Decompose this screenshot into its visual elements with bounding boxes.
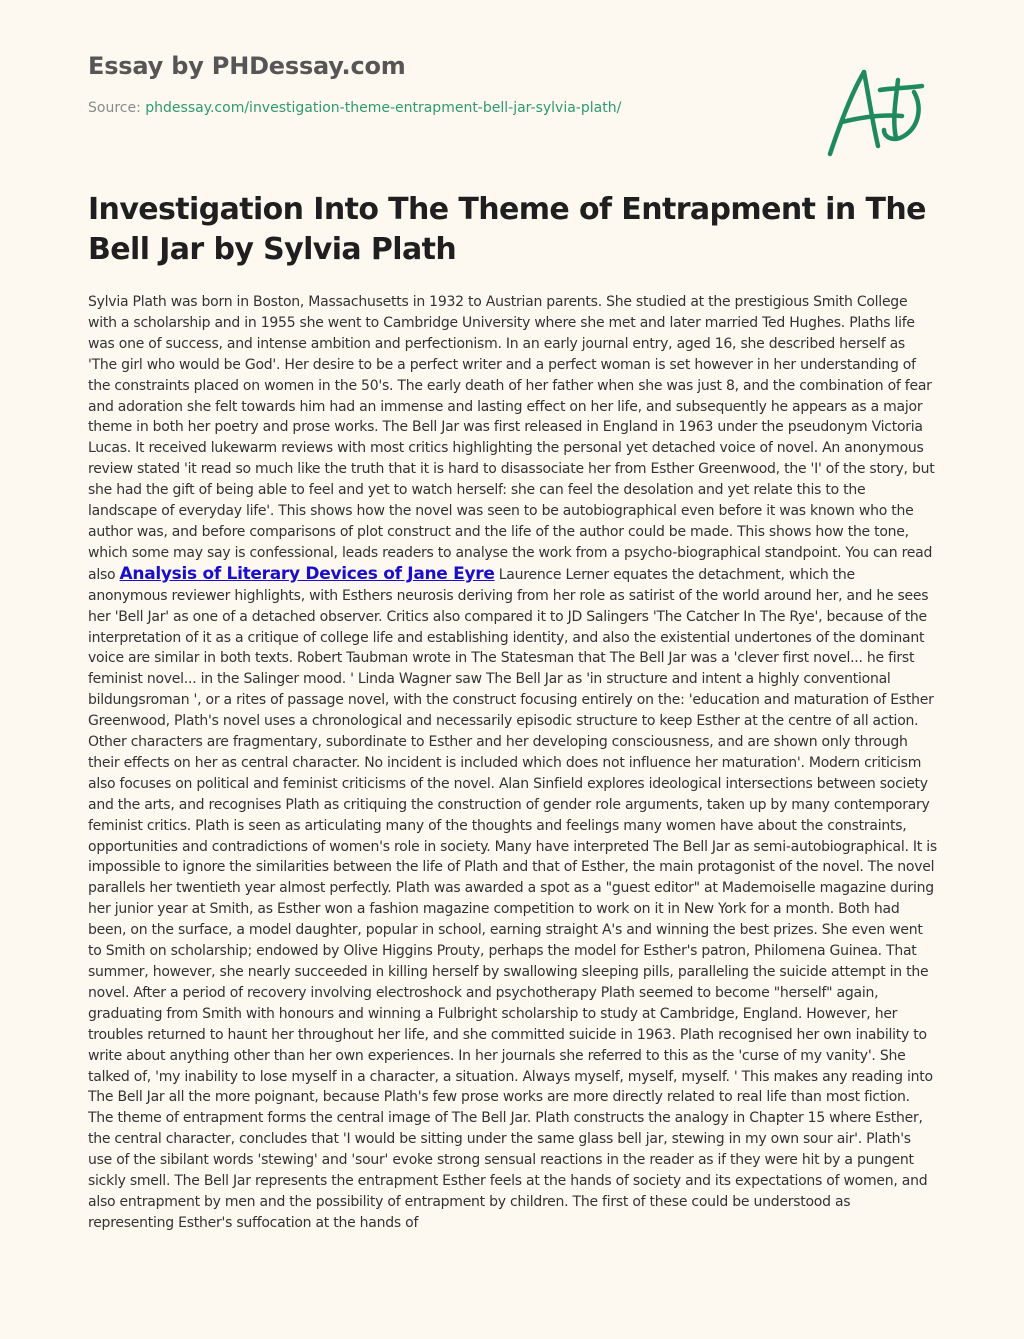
logo-svg (818, 62, 930, 162)
source-label: Source: (88, 100, 141, 116)
essay-paragraph (88, 292, 938, 1234)
essay-text-after-link: Laurence Lerner equates the detachment, which the anonymous reviewer highlights, with Esthers neurosis deriving from her role as satirist of the world around her, and he sees her 'Bell Jar' as one of a detached observer. Critics also compared it to JD Salingers 'The Catcher In The Rye', because of the interpretation of it as a critique of college life and establishing identity, and also the existential undertones of the dominant voice are similar in both texts. Robert Taubman wrote in The Statesman that The Bell Jar was a 'clever first novel... he first feminist novel... in the Salinger mood. ' Linda Wagner saw The Bell Jar as 'in structure and intent a highly conventional bildungsroman ', or a rites of passage novel, with the construct focusing entirely on the: 'education and maturation of Esther Greenwood, Plath's novel uses a chronological and necessarily episodic structure to keep Esther at the centre of all action. Other characters are fragmentary, subordinate to Esther and her developing consciousness, and are shown only through their effects on her as central character. No incident is included which does not influence her maturation'. Modern criticism also focuses on political and feminist criticisms of the novel. Alan Sinfield explores ideological intersections between society and the arts, and recognises Plath as critiquing the construction of gender role arguments, taken up by many contemporary feminist critics. Plath is seen as articulating many of the thoughts and feelings many women have about the constraints, opportunities and contradictions of women's role in society. Many have interpreted The Bell Jar as semi-autobiographical. It is impossible to ignore the similarities between the life of Plath and that of Esther, the main protagonist of the novel. The novel parallels her twentieth year almost perfectly. Plath was awarded a spot as a "guest editor" at Mademoiselle magazine during her junior year at Smith, as Esther won a fashion magazine competition to work on it in New York for a month. Both had been, on the surface, a model daughter, popular in school, earning straight A's and winning the best prizes. She even went to Smith on scholarship; endowed by Olive Higgins Prouty, perhaps the model for Esther's patron, Philomena Guinea. That summer, however, she nearly succeeded in killing herself by swallowing sleeping pills, paralleling the suicide attempt in the novel. After a period of recovery involving electroshock and psychotherapy Plath seemed to become "herself" again, graduating from Smith with honours and winning a Fulbright scholarship to study at Cambridge, England. However, her troubles returned to haunt her throughout her life, and she committed suicide in 1963. Plath recognised her own inability to write about anything other than her own experiences. In her journals she referred to this as the 'curse of my vanity'. She talked of, 'my inability to lose myself in a character, a situation. Always myself, myself, myself. ' This makes any reading into The Bell Jar all the more poignant, because Plath's few prose works are more directly related to real life than most fiction. The theme of entrapment forms the central image of The Bell Jar. Plath constructs the analogy in Chapter 15 where Esther, the central character, concludes that 'I would be sitting under the same glass bell jar, stewing in my own sour air'. Plath's use of the sibilant words 'stewing' and 'sour' evoke strong sensual reactions in the reader as if they were hit by a pungent sickly smell. The Bell Jar represents the entrapment Esther feels at the hands of society and its expectations of women, and also entrapment by men and the possibility of entrapment by children. The first of these could be understood as representing Esther's suffocation at the hands of (88, 566, 937, 1231)
essay-text-before-link: Sylvia Plath was born in Boston, Massachusetts in 1932 to Austrian parents. She studied at the prestigious Smith College with a scholarship and in 1955 she went to Cambridge University where she met and later married Ted Hughes. Plaths life was one of success, and intense ambition and perfectionism. In an early journal entry, aged 16, she described herself as 'The girl who would be God'. Her desire to be a perfect writer and a perfect woman is set however in her understanding of the constraints placed on women in the 50's. The early death of her father when she was just 8, and the combination of fear and adoration she felt towards him had an immense and lasting effect on her life, and subsequently he appears as a major theme in both her poetry and prose works. The Bell Jar was first released in England in 1963 under the pseudonym Victoria Lucas. It received lukewarm reviews with most critics highlighting the personal yet detached voice of novel. An anonymous review stated 'it read so much like the truth that it is hard to disassociate her from Esther Greenwood, the 'I' of the story, but she had the gift of being able to feel and yet to watch herself: she can feel the desolation and yet relate this to the landscape of everyday life'. This shows how the novel was seen to be autobiographical even before it was known who the author was, and before comparisons of plot construct and the life of the author could be made. This shows how the tone, which some may say is confessional, leads readers to analyse the work from a psycho-biographical standpoint. You can read also (88, 294, 935, 583)
essay-body (88, 292, 938, 1293)
page-title: Investigation Into The Theme of Entrapment in The Bell Jar by Sylvia Plath (88, 192, 926, 267)
site-title: Essay by PHDessay.com (88, 52, 406, 80)
logo-a-left-stroke (830, 72, 864, 154)
related-essay-link[interactable]: Analysis of Literary Devices of Jane Eyre (119, 563, 495, 584)
source-link[interactable]: phdessay.com/investigation-theme-entrapment-bell-jar-sylvia-plath/ (145, 100, 622, 116)
logo-a-right-stroke (864, 72, 878, 146)
page-header (88, 50, 808, 118)
a-plus-grade-icon (818, 62, 930, 162)
logo-plus-horizontal (880, 86, 922, 90)
source-line (88, 98, 808, 118)
